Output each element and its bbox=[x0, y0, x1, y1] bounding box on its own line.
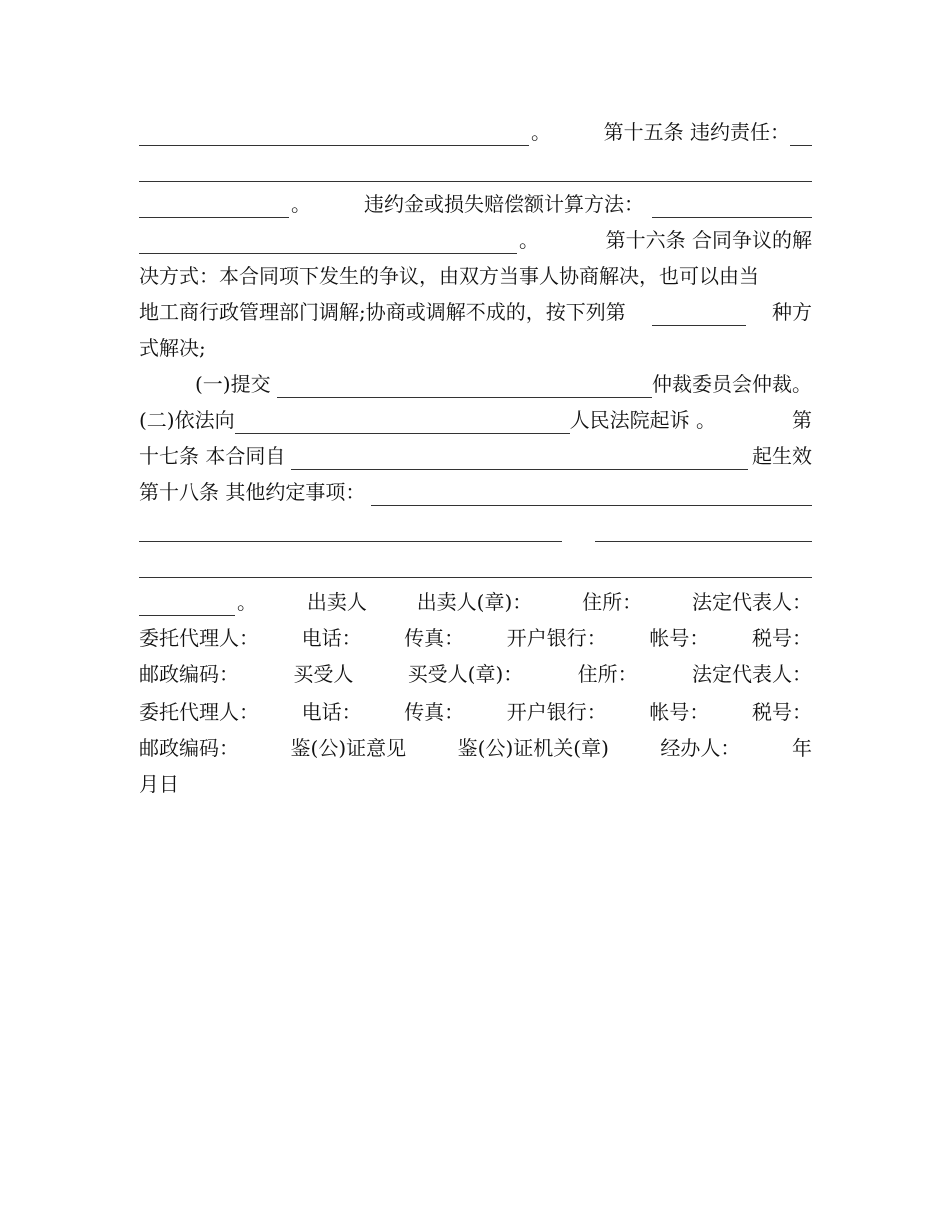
blank-field bbox=[652, 197, 812, 218]
resolution-text: 地工商行政管理部门调解;协商或调解不成的，按下列第 bbox=[139, 300, 626, 324]
article-16-heading: 第十六条 合同争议的解 bbox=[605, 228, 812, 252]
address-label: 住所： bbox=[577, 662, 638, 686]
effective-text: 起生效 bbox=[752, 444, 812, 468]
line-article-18 bbox=[139, 478, 812, 506]
blank-line bbox=[139, 154, 812, 182]
legal-rep-label: 法定代表人： bbox=[691, 590, 812, 614]
fax-label: 传真： bbox=[404, 626, 465, 650]
bank-label: 开户银行： bbox=[506, 626, 607, 650]
legal-rep-label: 法定代表人： bbox=[691, 662, 812, 686]
blank-field bbox=[139, 233, 517, 254]
bank-label: 开户银行： bbox=[506, 700, 607, 724]
postcode-label: 邮政编码： bbox=[139, 662, 239, 686]
article-17-start: 第 bbox=[792, 408, 812, 432]
date-label: 月日 bbox=[139, 772, 179, 796]
line-buyer-info bbox=[139, 660, 812, 688]
seller-seal-label: 出卖人(章)： bbox=[416, 590, 533, 614]
line-seller-contact bbox=[139, 624, 812, 652]
article-18-heading: 第十八条 其他约定事项： bbox=[139, 480, 366, 504]
litigation-text: 人民法院起诉 。 bbox=[569, 408, 716, 432]
blank-field bbox=[371, 485, 812, 506]
article-15-heading: 第十五条 违约责任： bbox=[603, 120, 790, 144]
agent-label: 委托代理人： bbox=[139, 626, 259, 650]
blank-field bbox=[291, 449, 748, 470]
period: 。 bbox=[519, 228, 539, 252]
agent-label: 委托代理人： bbox=[139, 700, 259, 724]
fax-label: 传真： bbox=[404, 700, 465, 724]
buyer-label: 买受人 bbox=[293, 662, 354, 686]
resolution-text-cont: 式解决; bbox=[139, 336, 206, 360]
line-article-15 bbox=[139, 118, 812, 146]
line-buyer-contact bbox=[139, 698, 812, 726]
phone-label: 电话： bbox=[301, 700, 362, 724]
phone-label: 电话： bbox=[301, 626, 362, 650]
arbitration-text: 仲裁委员会仲裁。 bbox=[652, 372, 812, 396]
notary-office-label: 鉴(公)证机关(章) bbox=[457, 736, 609, 760]
litigation-option: (二)依法向 bbox=[139, 408, 235, 432]
handler-label: 经办人： bbox=[660, 736, 741, 760]
period: 。 bbox=[291, 192, 311, 216]
address-label: 住所： bbox=[582, 590, 643, 614]
blank-field bbox=[139, 197, 289, 218]
blank-field bbox=[139, 521, 562, 542]
blank-field bbox=[595, 521, 812, 542]
resolution-text-end: 种方 bbox=[772, 300, 812, 324]
effective-label: 十七条 本合同自 bbox=[139, 444, 286, 468]
line-penalty-formula bbox=[139, 190, 812, 218]
account-label: 帐号： bbox=[649, 626, 710, 650]
line-arbitration bbox=[139, 370, 812, 398]
blank-field bbox=[139, 595, 235, 616]
blank-field bbox=[139, 125, 529, 146]
blank-line bbox=[139, 514, 812, 542]
blank-field bbox=[790, 125, 812, 146]
period: 。 bbox=[237, 590, 257, 614]
line-seller-info bbox=[139, 588, 812, 616]
blank-field bbox=[277, 377, 652, 398]
penalty-formula-label: 违约金或损失赔偿额计算方法： bbox=[364, 192, 644, 216]
line-notary bbox=[139, 734, 812, 762]
line-resolution-choice bbox=[139, 298, 812, 326]
blank-field bbox=[235, 413, 570, 434]
buyer-seal-label: 买受人(章)： bbox=[407, 662, 524, 686]
blank-field bbox=[139, 557, 812, 578]
year-label: 年 bbox=[791, 736, 812, 760]
line-article-16 bbox=[139, 226, 812, 254]
account-label: 帐号： bbox=[649, 700, 710, 724]
arbitration-option: (一)提交 bbox=[195, 372, 271, 396]
tax-id-label: 税号： bbox=[751, 626, 812, 650]
period: 。 bbox=[531, 120, 551, 144]
seller-label: 出卖人 bbox=[306, 590, 367, 614]
tax-id-label: 税号： bbox=[751, 700, 812, 724]
notary-opinion-label: 鉴(公)证意见 bbox=[290, 736, 407, 760]
blank-field bbox=[652, 305, 746, 326]
line-article-17 bbox=[139, 442, 812, 470]
postcode-label: 邮政编码： bbox=[139, 736, 239, 760]
dispute-text: 决方式：本合同项下发生的争议，由双方当事人协商解决，也可以由当 bbox=[139, 264, 759, 288]
line-litigation bbox=[139, 406, 812, 434]
blank-line bbox=[139, 550, 812, 578]
blank-field bbox=[139, 161, 812, 182]
